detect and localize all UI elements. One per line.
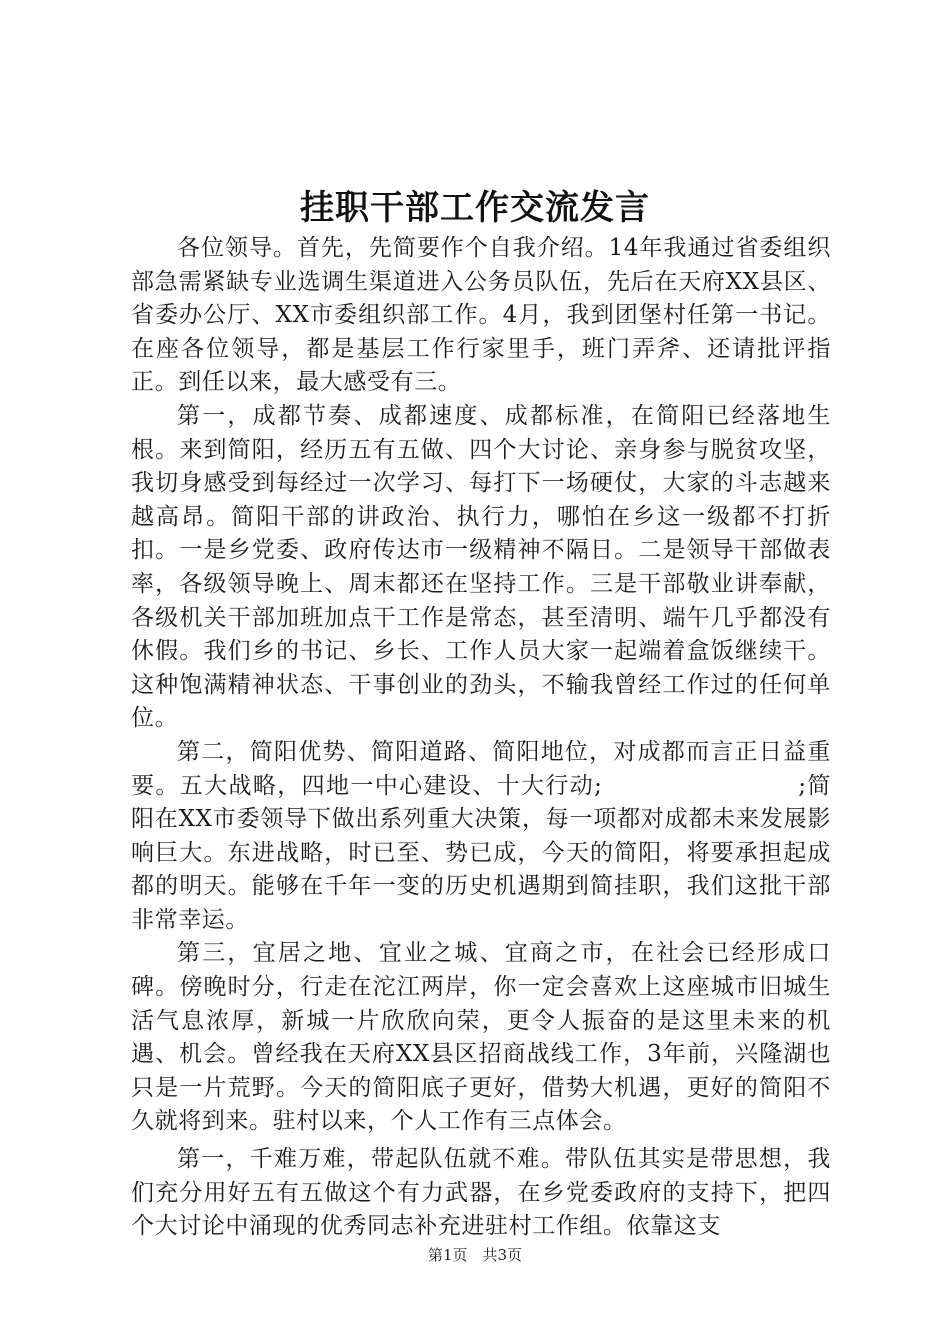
paragraph-5: 第一，千难万难，带起队伍就不难。带队伍其实是带思想，我们充分用好五有五做这个有力武器，在乡党委政府的支持下，把四个大讨论中涌现的优秀同志补充进驻村工作组。依靠这支: [131, 1146, 831, 1240]
paragraph-1: 各位领导。首先，先简要作个自我介绍。14年我通过省委组织部急需紧缺专业选调生渠道进入公务员队伍，先后在天府XX县区、省委办公厅、XX市委组织部工作。4月，我到团堡村任第一书记。在座各位领导，都是基层工作行家里手，班门弄斧、还请批评指正。到任以来，最大感受有三。: [131, 235, 831, 396]
page-footer: 第1页 共3页: [427, 1246, 523, 1264]
paragraph-3: 第二，简阳优势、简阳道路、简阳地位，对成都而言正日益重要。五大战略，四地一中心建设、十大行动; ;简阳在XX市委领导下做出系列重大决策，每一项都对成都未来发展影响巨大。东进战略，时已至、势已成，今天的简阳，将要承担起成都的明天。能够在千年一变的历史机遇期到简挂职，我们这批干部非常幸运。: [131, 738, 831, 933]
paragraph-2: 第一，成都节奏、成都速度、成都标准，在简阳已经落地生根。来到简阳，经历五有五做、四个大讨论、亲身参与脱贫攻坚，我切身感受到每经过一次学习、每打下一场硬仗，大家的斗志越来越高昂。简阳干部的讲政治、执行力，哪怕在乡这一级都不打折扣。一是乡党委、政府传达市一级精神不隔日。二是领导干部做表率，各级领导晚上、周末都还在坚持工作。三是干部敬业讲奉献，各级机关干部加班加点干工作是常态，甚至清明、端午几乎都没有休假。我们乡的书记、乡长、工作人员大家一起端着盒饭继续干。这种饱满精神状态、干事创业的劲头，不输我曾经工作过的任何单位。: [131, 402, 831, 732]
document-title: 挂职干部工作交流发言: [300, 188, 650, 228]
document-body: [131, 232, 831, 1244]
paragraph-4: 第三，宜居之地、宜业之城、宜商之市，在社会已经形成口碑。傍晚时分，行走在沱江两岸，你一定会喜欢上这座城市旧城生活气息浓厚，新城一片欣欣向荣，更令人振奋的是这里未来的机遇、机会。曾经我在天府XX县区招商战线工作，3年前，兴隆湖也只是一片荒野。今天的简阳底子更好，借势大机遇，更好的简阳不久就将到来。驻村以来，个人工作有三点体会。: [131, 940, 831, 1135]
